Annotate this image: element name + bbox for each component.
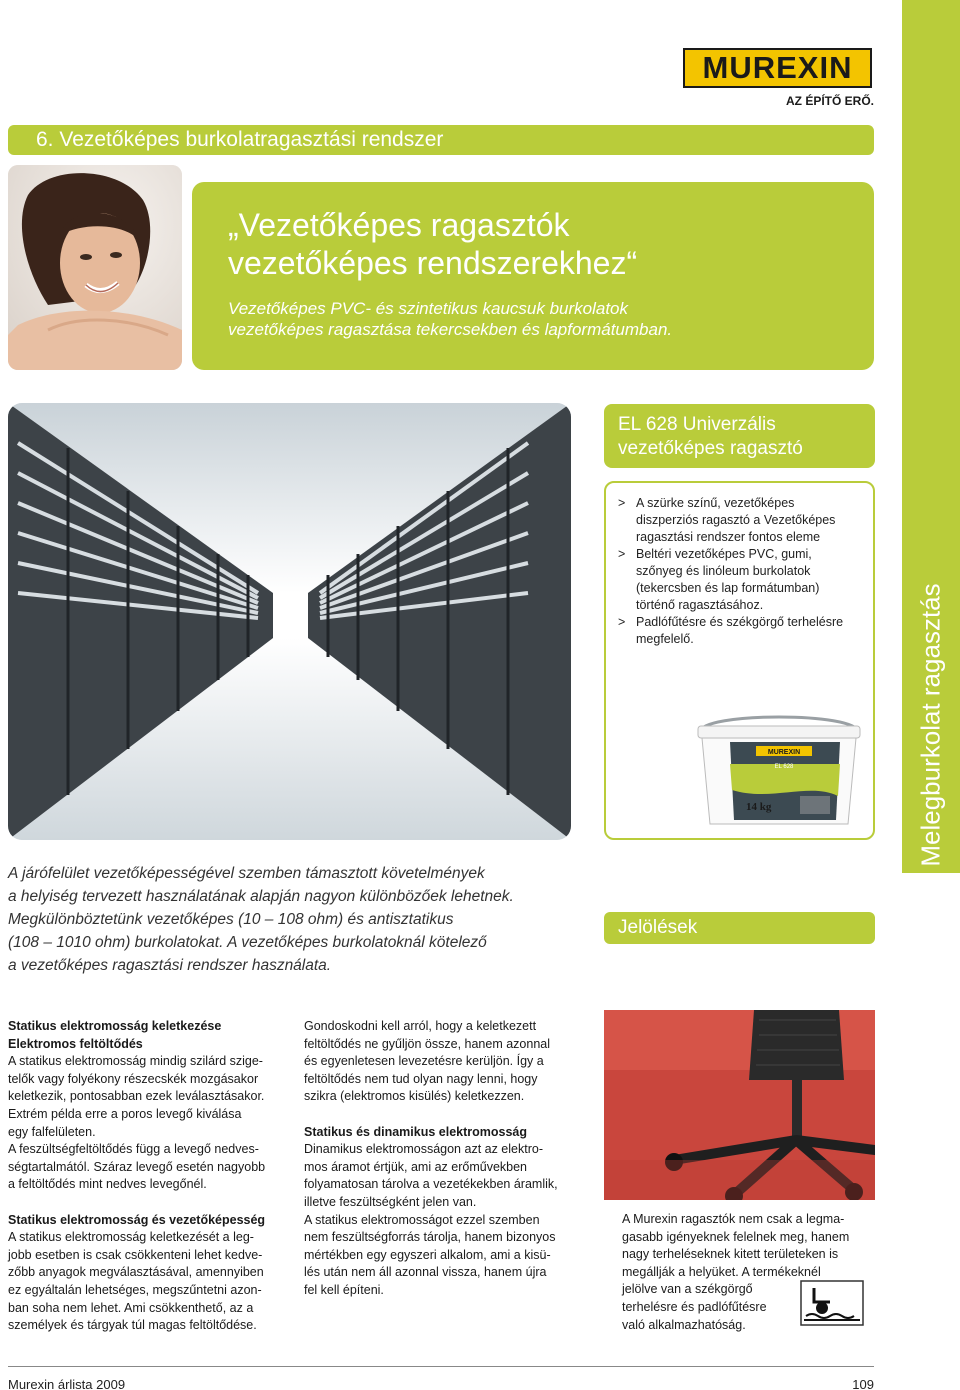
text-line: jelölve van a székgörgő <box>622 1282 753 1297</box>
bullet-line: Padlófűtésre és székgörgő terhelésre <box>636 615 844 629</box>
text-line: lés után nem áll azonnal vissza, hanem újra <box>304 1265 547 1280</box>
footer-divider <box>8 1366 874 1367</box>
product-name-line-2: vezetőképes ragasztó <box>618 438 803 459</box>
text-line: mos áramot értjük, ami az erőművekben <box>304 1159 528 1174</box>
logo-text: MUREXIN <box>702 50 853 85</box>
vertical-category-label: Melegburkolat ragasztás <box>915 583 946 867</box>
column1-heading-3: Statikus elektromosság és vezetőképesség <box>8 1212 266 1227</box>
text-line: egy falfelületen. <box>8 1124 96 1139</box>
bullet-line: diszperziós ragasztó a Vezetőképes <box>636 513 836 527</box>
column1-paragraph-2 <box>8 1141 280 1194</box>
text-line: A feszültségfeltöltődés függ a levegő nedves- <box>8 1142 259 1157</box>
text-line: telők vagy folyékony részecskék mozgásakor <box>8 1071 259 1086</box>
product-bullet-list <box>616 495 863 648</box>
bullet-line: (tekercsben és lap formátumban) <box>636 581 820 595</box>
hero-subtitle <box>228 298 838 340</box>
column1-paragraph-1 <box>8 1053 280 1141</box>
text-line: személyek és tárgyak túl magas feltöltődése. <box>8 1318 257 1333</box>
text-column-1 <box>8 1018 280 1335</box>
product-name-line-1: EL 628 Univerzális <box>618 414 776 435</box>
text-line: való alkalmazhatóság. <box>622 1317 746 1332</box>
bucket-brand-label: MUREXIN <box>767 749 801 756</box>
murexin-logo <box>683 48 872 88</box>
column1-paragraph-3 <box>8 1229 280 1335</box>
text-line: ez egyáltalán lehetséges, megszűntetni azon- <box>8 1282 262 1297</box>
column1-heading-1: Statikus elektromosság keletkezése <box>8 1019 222 1033</box>
hero-title <box>228 206 838 282</box>
hero-subtitle-line-2: vezetőképes ragasztása tekercsekben és lapformátumban. <box>228 320 673 339</box>
text-line: mértékben egy egyszeri alkalom, ami a kisü- <box>304 1247 551 1262</box>
server-room-photo <box>8 403 571 840</box>
markings-title: Jelölések <box>618 917 698 938</box>
text-column-2 <box>304 1018 576 1300</box>
product-title-bar <box>604 404 875 468</box>
office-chair-photo <box>604 1010 875 1200</box>
text-line: feltöltődés ne gyűljön össze, hanem azonnal <box>304 1036 550 1051</box>
bullet-line: Beltéri vezetőképes PVC, gumi, <box>636 547 812 561</box>
hero-subtitle-line-1: Vezetőképes PVC- és szintetikus kaucsuk burkolatok <box>228 299 629 318</box>
text-line: fel kell építeni. <box>304 1282 384 1297</box>
product-bullet <box>616 546 863 614</box>
intro-line: a vezetőképes ragasztási rendszer használata. <box>8 957 332 974</box>
column1-heading-2: Elektromos feltöltődés <box>8 1036 143 1051</box>
footer-publication: Murexin árlista 2009 <box>8 1377 126 1390</box>
server-room-illustration <box>8 403 571 840</box>
text-line: a feltöltődés mint nedves levegőnél. <box>8 1177 207 1192</box>
bullet-line: megfelelő. <box>636 632 694 646</box>
text-line: feltöltődés nem tud olyan nagy lenni, hogy <box>304 1071 538 1086</box>
castor-floor-heating-icon <box>800 1280 864 1326</box>
intro-line: Megkülönböztetünk vezetőképes (10 – 108 ohm) és antisztatikus <box>8 911 454 928</box>
product-bucket-image <box>690 712 868 827</box>
text-line: nem feszültségforrás tárolja, hanem bizonyos <box>304 1230 556 1245</box>
woman-photo <box>8 165 182 370</box>
intro-line: (108 – 1010 ohm) burkolatokat. A vezetőképes burkolatoknál kötelező <box>8 934 487 951</box>
text-line: terhelésre és padlófűtésre <box>622 1299 767 1314</box>
text-line: ban soha nem lehet. Ami csökkenthető, az a <box>8 1300 254 1315</box>
product-bullet <box>616 614 863 648</box>
text-line: megállják a helyüket. A termékeknél <box>622 1264 821 1279</box>
text-line: folyamatosan tárolva a vezetékekben áramlik, <box>304 1177 558 1192</box>
intro-line: A járófelület vezetőképességével szemben támasztott követelmények <box>8 865 485 882</box>
intro-paragraph <box>8 862 548 977</box>
bucket-weight-label: 14 kg <box>746 801 772 813</box>
column2-paragraph-1 <box>304 1018 576 1106</box>
bucket-code-label: EL 628 <box>774 764 794 770</box>
office-chair-illustration <box>604 1010 875 1200</box>
bullet-line: A szürke színű, vezetőképes <box>636 496 795 510</box>
hero-banner <box>192 182 874 370</box>
bullet-marker: > <box>618 496 626 510</box>
section-title: 6. Vezetőképes burkolatragasztási rendszer <box>36 128 444 151</box>
woman-illustration <box>8 165 182 370</box>
text-line: Gondoskodni kell arról, hogy a keletkezett <box>304 1019 537 1033</box>
markings-title-bar <box>604 912 875 944</box>
bullet-line: történő ragasztásához. <box>636 598 764 612</box>
column2-heading: Statikus és dinamikus elektromosság <box>304 1124 528 1139</box>
text-line: gasabb igényeknek felelnek meg, hanem <box>622 1229 850 1244</box>
intro-line: a helyiség tervezett használatának alapján nagyon különbözőek lehetnek. <box>8 888 514 905</box>
bullet-marker: > <box>618 615 626 629</box>
text-line: A statikus elektromosságot ezzel szemben <box>304 1212 540 1227</box>
text-line: A statikus elektromosság mindig szilárd szige- <box>8 1054 263 1069</box>
product-bullet <box>616 495 863 546</box>
section-title-bar <box>8 125 874 155</box>
text-line: szikra (elektromos kisülés) keletkezzen. <box>304 1089 525 1104</box>
column2-paragraph-2 <box>304 1141 576 1299</box>
text-line: A Murexin ragasztók nem csak a legma- <box>622 1212 845 1226</box>
text-line: zőbb anyagok megválasztásával, amennyiben <box>8 1265 264 1280</box>
text-line: Dinamikus elektromosságon azt az elektro- <box>304 1142 543 1157</box>
bullet-line: szőnyeg és linóleum burkolatok <box>636 564 811 578</box>
text-line: ségtartalmától. Száraz levegő esetén nagyobb <box>8 1159 266 1174</box>
text-line: illetve feszültségként jelen van. <box>304 1194 477 1209</box>
text-line: A statikus elektromosság keletkezését a leg- <box>8 1230 254 1245</box>
hero-title-line-2: vezetőképes rendszerekhez“ <box>228 245 638 281</box>
text-line: nagy terheléseknek kitett területeken is <box>622 1247 839 1262</box>
bullet-marker: > <box>618 547 626 561</box>
brand-tagline: AZ ÉPÍTŐ ERŐ. <box>785 94 874 108</box>
text-line: Extrém példa erre a poros levegő kiválása <box>8 1106 242 1121</box>
text-line: jobb esetben is csak csökkenteni lehet kedve- <box>8 1247 263 1262</box>
page-number: 109 <box>852 1377 874 1390</box>
text-line: és egyenletesen levezetésre kerüljön. Így a <box>304 1054 544 1069</box>
text-line: keletkezik, pontosabban ezek leválasztásakor. <box>8 1089 265 1104</box>
hero-title-line-1: „Vezetőképes ragasztók <box>228 207 570 243</box>
bullet-line: ragasztási rendszer fontos eleme <box>636 530 821 544</box>
